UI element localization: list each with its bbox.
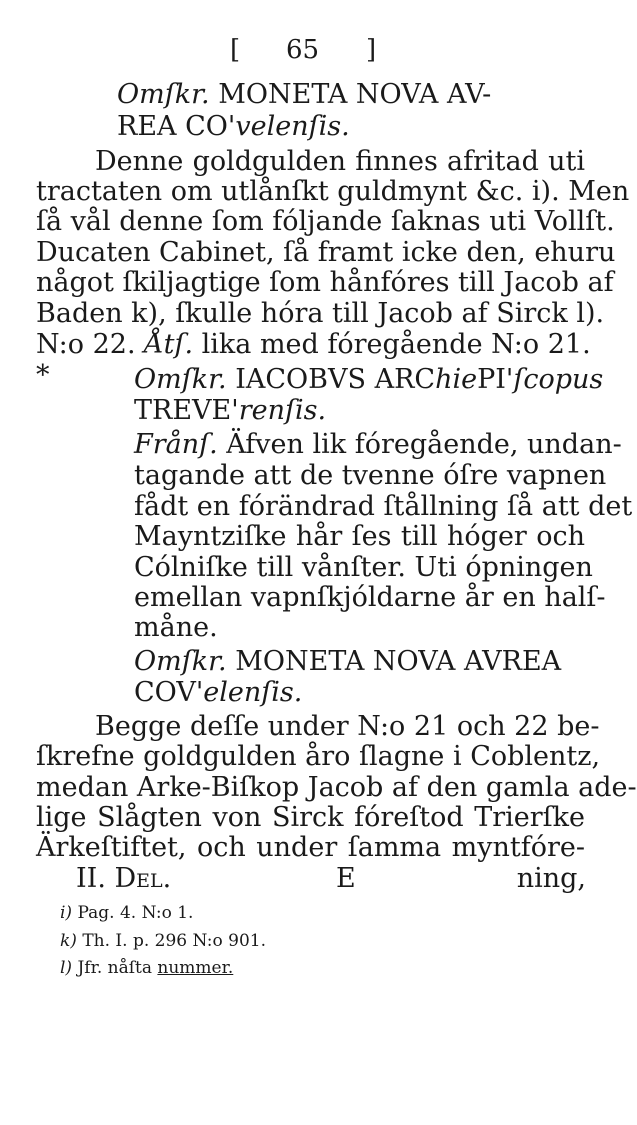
entry-line: N:o 22. Åtſ. lika med fóregående N:o 21.	[36, 329, 591, 360]
inscription-line: Omſkr. MONETA NOVA AVREA	[134, 646, 562, 677]
book-page: [ 65 ] Omſkr. MONETA NOVA AV- REA CO'velenſis. Denne goldgulden finnes afritad uti tractaten om utlånſkt guldmynt &c. i). Men ſå vål denne ſom fóljande ſaknas uti Vollſt. Ducaten Cabinet, ſå framt icke den, ehuru något ſkiljagtige ſom hånfóres till Jacob af Baden k), ſkulle hóra till Jacob af Sirck l). N:o 22. Åtſ. lika med fóregående N:o 21. * Omſkr. IACOBVS ARChiePI'ſcopus TREVE'renſis. Frånſ. Äfven lik fóregående, undan- tagande att de tvenne óſre vapnen fådt en fórändrad ſtållning ſå att det Mayntziſke hår ſes till hóger och Cólniſke till vånſter. Uti ópningen emellan vapnſkjóldarne år en halſ- måne. Omſkr. MONETA NOVA AVREA COV'elenſis. Begge deſſe under N:o 21 och 22 be- ſkrefne goldgulden åro ſlagne i Coblentz, medan Arke-Biſkop Jacob af den gamla ade- lige Slågten von Sirck fóreſtod Trierſke Ärkeſtiftet, och under ſamma myntfóre- II. Del. E ning, i) Pag. 4. N:o 1. k) Th. I. p. 296 N:o 901. l) Jfr. nåſta nummer.	[36, 35, 637, 978]
footnote: i) Pag. 4. N:o 1.	[60, 903, 194, 923]
inscription-line: COV'elenſis.	[134, 677, 303, 708]
page-number: 65	[286, 35, 320, 65]
footnote: k) Th. I. p. 296 N:o 901.	[60, 931, 266, 951]
signature-part: II. Del.	[76, 863, 172, 894]
text-line: emellan vapnſkjóldarne år en halſ-	[134, 582, 606, 613]
text-line: fådt en fórändrad ſtållning ſå att det	[134, 491, 633, 522]
text-line: lige Slågten von Sirck fóreſtod Trierſke	[36, 802, 585, 833]
text-line: Denne goldgulden finnes afritad uti	[95, 146, 585, 177]
inscription-label: Omſkr.	[117, 79, 210, 110]
text-line: medan Arke-Biſkop Jacob af den gamla ade-	[36, 772, 637, 803]
text-line: Baden k), ſkulle hóra till Jacob af Sirck l).	[36, 298, 605, 329]
footnote: l) Jfr. nåſta nummer.	[60, 958, 234, 978]
text-line: Ducaten Cabinet, ſå framt icke den, ehuru	[36, 237, 616, 268]
text-line: Mayntziſke hår ſes till hóger och	[134, 521, 585, 552]
inscription-line: Omſkr. MONETA NOVA AV-	[117, 79, 492, 110]
text-line: Begge deſſe under N:o 21 och 22 be-	[95, 711, 600, 742]
text-line: tagande att de tvenne óſre vapnen	[134, 460, 607, 491]
text-line: Frånſ. Äfven lik fóregående, undan-	[134, 429, 622, 460]
catchword: ning,	[516, 863, 586, 894]
text-line: ſå vål denne ſom fóljande ſaknas uti Vollſt.	[36, 206, 615, 237]
text-line: något ſkiljagtige ſom hånfóres till Jacob af	[36, 267, 614, 298]
inscription-line: TREVE'renſis.	[134, 395, 327, 426]
text-line: tractaten om utlånſkt guldmynt &c. i). Men	[36, 176, 630, 207]
text-line: ſkrefne goldgulden åro ſlagne i Coblentz,	[36, 741, 601, 772]
header-close-bracket: ]	[366, 35, 377, 65]
star-mark: *	[36, 360, 50, 391]
text-line: Ärkeſtiftet, och under ſamma myntfóre-	[36, 832, 585, 863]
inscription-line: REA CO'velenſis.	[117, 111, 350, 142]
signature-mark: E	[336, 863, 356, 894]
text-line: Cólniſke till vånſter. Uti ópningen	[134, 552, 593, 583]
text-line: måne.	[134, 612, 218, 643]
header-open-bracket: [	[230, 35, 241, 65]
